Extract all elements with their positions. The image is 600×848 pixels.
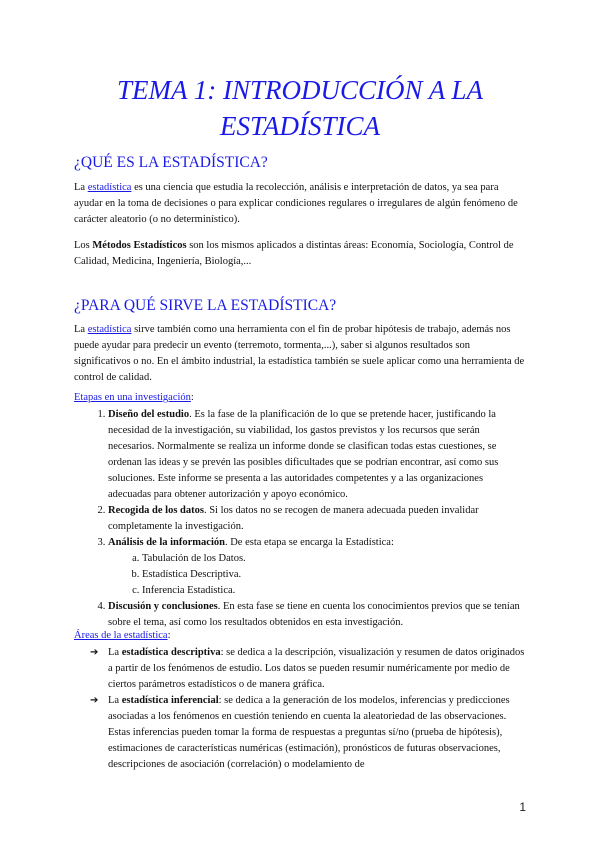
link-estadistica-2[interactable]: estadística [87,324,132,335]
list-item [108,503,526,535]
bold-text: Métodos Estadísticos [92,240,187,251]
sub-list-item: b. Estadística Descriptiva. [142,567,526,583]
bold-text: Diseño del estudio [108,409,190,420]
bold-text: Discusión y conclusiones [108,601,218,612]
text: . En esta fase se tiene en cuenta los conocimientos previos que se tenían sobre el tema, así como los resultados obtenidos en esta investigación. [108,601,520,628]
bold-text: estadística inferencial [121,695,219,706]
text: La [74,182,88,193]
text: La [108,647,122,658]
list-item [108,535,526,599]
paragraph-para-que [74,322,526,386]
page-title [0,72,600,144]
text: : se dedica a la generación de los modelos, inferencias y predicciones asociadas a los fenómenos en cuestión teniendo en cuenta la aleatoriedad de las observaciones. Estas inferencias pueden tomar la forma de respuestas a preguntas sí/no (prueba de hipótesis), estimaciones de características numéricas (estimación), pronósticos de futuras observaciones, descripciones de asociación (correlación) o modelamiento de [108,695,510,770]
sub-list-item: a. Tabulación de los Datos. [142,551,526,567]
text: son los mismos aplicados a distintas áreas: Economía, Sociología, Control de Calidad, Medicina, Ingeniería, Biología,... [74,240,514,267]
text: . Si los datos no se recogen de manera adecuada pueden invalidar completamente la investigación. [108,505,479,532]
list-item [108,407,526,503]
list-item [74,645,526,693]
areas-label-text: Áreas de la estadística [74,630,168,641]
list-item [108,599,526,631]
title-line-1: TEMA 1: INTRODUCCIÓN A LA [116,75,484,105]
arrow-right-icon: ➔ [90,647,99,658]
text: La [108,695,122,706]
link-estadistica[interactable]: estadística [87,182,132,193]
text: . De esta etapa se encarga la Estadística: [224,537,394,548]
text: sirve también como una herramienta con el fin de probar hipótesis de trabajo, además nos puede ayudar para predecir un evento (terremoto, tormenta,...), saber si algunos resultados son significativos o no. En el ámbito industrial, la estadística también se suele aplicar como una herramienta de control de calidad. [74,324,525,383]
text: : se dedica a la descripción, visualización y resumen de datos originados a partir de los fenómenos de estudio. Los datos se pueden resumir numéricamente por medio de ciertos parámetros estadísticos o de manera gráfica. [108,647,525,690]
areas-label: Áreas de la estadística: [74,630,171,641]
text: es una ciencia que estudia la recolección, análisis e interpretación de datos, ya sea para ayudar en la toma de decisiones o para explicar condiciones regulares o irregulares de algún fenómeno de carácter aleatorio (o no determinístico). [74,182,518,225]
etapas-list [74,407,526,631]
text: La [74,324,88,335]
areas-list [74,645,526,773]
bold-text: estadística descriptiva [121,647,221,658]
paragraph-metodos [74,238,526,270]
etapas-label-text: Etapas en una investigación [74,392,191,403]
page-number: 1 [519,800,526,814]
bold-text: Recogida de los datos [108,505,204,516]
title-line-2: ESTADÍSTICA [220,111,380,141]
paragraph-definition [74,180,526,228]
bold-text: Análisis de la información [108,537,225,548]
arrow-right-icon: ➔ [90,695,99,706]
text: . Es la fase de la planificación de lo que se pretende hacer, justificando la necesidad de la investigación, su viabilidad, los gastos previstos y los recursos que serán necesarios. Normalmente se realiza un informe donde se clasifican todas estas cuestiones, se ordenan las ideas y se prevén las posibles dificultades que se podrían encontrar, así como sus soluciones. Este informe se presenta a las autoridades competentes y a las organizaciones adecuadas para obtener autorización y apoyo económico. [108,409,499,500]
section-heading-que-es: ¿QUÉ ES LA ESTADÍSTICA? [74,154,268,171]
section-heading-para-que: ¿PARA QUÉ SIRVE LA ESTADÍSTICA? [74,297,337,314]
sub-list-item: c. Inferencia Estadística. [142,583,526,599]
text: Los [74,240,93,251]
list-item [74,693,526,773]
etapas-label: Etapas en una investigación: [74,392,194,403]
analisis-sublist [108,551,526,599]
